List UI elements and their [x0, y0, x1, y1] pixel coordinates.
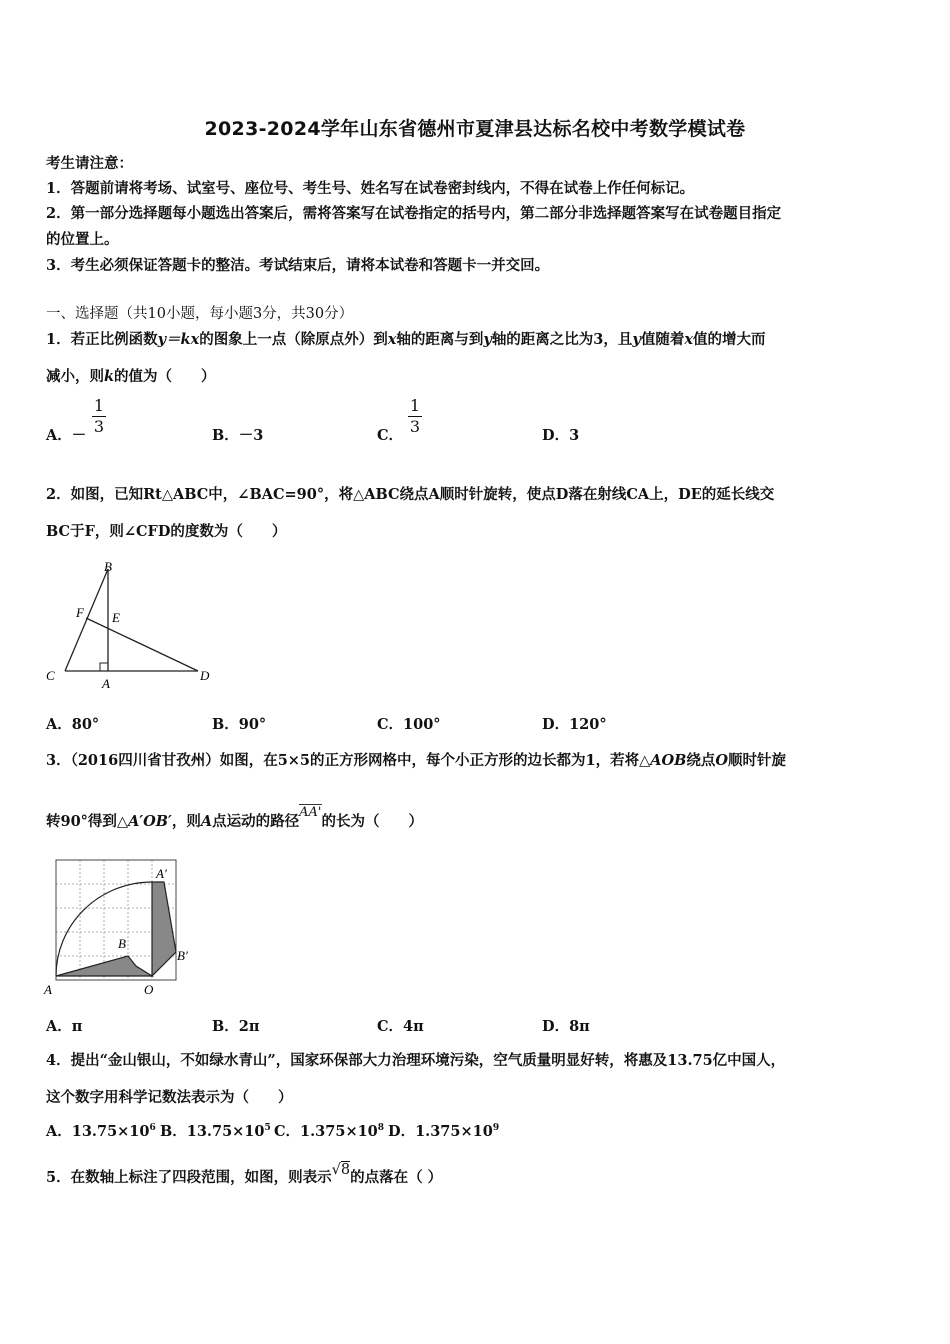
label-a: A: [102, 676, 110, 691]
q3-option-c[interactable]: C．4π: [377, 1018, 424, 1035]
label-a-prime: A′: [156, 866, 167, 881]
label-f: F: [76, 605, 84, 620]
q1-option-a-fraction: 1 3: [93, 396, 105, 436]
q3-option-a[interactable]: A．π: [46, 1018, 83, 1035]
q2-line1: 2．如图，已知Rt△ABC中，∠BAC=90°，将△ABC绕点A顺时针旋转，使点D落在射线CA上，DE的延长线交: [46, 486, 775, 503]
q2-figure: [40, 556, 220, 696]
section-heading: 一、选择题（共10小题，每小题3分，共30分）: [46, 306, 354, 322]
notice-item-2: 2．第一部分选择题每小题选出答案后，需将答案写在试卷指定的括号内，第二部分非选择题答案写在试卷题目指定: [46, 205, 782, 222]
label-e: E: [112, 610, 120, 625]
notice-item-1: 1．答题前请将考场、试室号、座位号、考生号、姓名写在试卷密封线内，不得在试卷上作任何标记。: [46, 180, 695, 197]
label-c: C: [46, 668, 55, 683]
notice-heading: 考生请注意：: [46, 155, 133, 172]
q4-option-b[interactable]: B．$13.75\times 10^5$: [160, 1123, 271, 1140]
label-b: B: [104, 559, 112, 574]
sqrt-symbol: √8: [331, 1162, 351, 1178]
label-b: B: [118, 936, 126, 951]
q2-option-c[interactable]: C．100°: [377, 716, 441, 733]
q5-line1: 5．在数轴上标注了四段范围，如图，则表示√8的点落在（ ）: [46, 1162, 443, 1186]
q3-option-d[interactable]: D．8π: [542, 1018, 590, 1035]
label-a: A: [44, 982, 52, 997]
page-title: 2023-2024学年山东省德州市夏津县达标名校中考数学模试卷: [204, 118, 746, 140]
q1-line1: 1．若正比例函数y＝kx的图象上一点（除原点外）到x轴的距离与到y轴的距离之比为3，且y值随着x值的增大而: [46, 331, 766, 348]
q3-line2: 转90°得到△A′OB′，则A点运动的路径AA'的长为（ ）: [46, 805, 424, 830]
q4-option-c[interactable]: C．$1.375\times 10^8$: [274, 1123, 385, 1140]
q4-option-a[interactable]: A．$13.75\times 10^6$: [46, 1123, 156, 1140]
q3-figure: [38, 856, 208, 1002]
q2-line2: BC于F，则∠CFD的度数为（ ）: [46, 523, 287, 540]
q3-line1: 3．（2016四川省甘孜州）如图，在5×5的正方形网格中，每个小正方形的边长都为1，若将△AOB绕点O顺时针旋: [46, 752, 787, 769]
q1-option-b[interactable]: B．－3: [212, 427, 264, 444]
q2-option-d[interactable]: D．120°: [542, 716, 607, 733]
label-b-prime: B′: [177, 948, 188, 963]
notice-item-3: 3．考生必须保证答题卡的整洁。考试结束后，请将本试卷和答题卡一并交回。: [46, 257, 550, 274]
q3-option-b[interactable]: B．2π: [212, 1018, 260, 1035]
q2-option-a[interactable]: A．80°: [46, 716, 100, 733]
label-d: D: [200, 668, 210, 683]
q2-option-b[interactable]: B．90°: [212, 716, 267, 733]
notice-item-2-cont: 的位置上。: [46, 231, 119, 248]
q1-option-c-fraction: 1 3: [409, 396, 421, 436]
q4-line2: 这个数字用科学记数法表示为（ ）: [46, 1089, 293, 1106]
arc-symbol: AA': [299, 805, 322, 820]
q1-option-c[interactable]: C．: [377, 427, 404, 444]
q4-option-d[interactable]: D．$1.375\times 10^9$: [388, 1123, 500, 1140]
label-o: O: [144, 982, 154, 997]
q4-line1: 4．提出“金山银山，不如绿水青山”，国家环保部大力治理环境污染，空气质量明显好转，将惠及13.75亿中国人，: [46, 1052, 786, 1069]
q1-option-a[interactable]: A．－: [46, 427, 87, 444]
q1-option-d[interactable]: D．3: [542, 427, 580, 444]
q1-line2: 减小，则k的值为（ ）: [46, 368, 216, 385]
